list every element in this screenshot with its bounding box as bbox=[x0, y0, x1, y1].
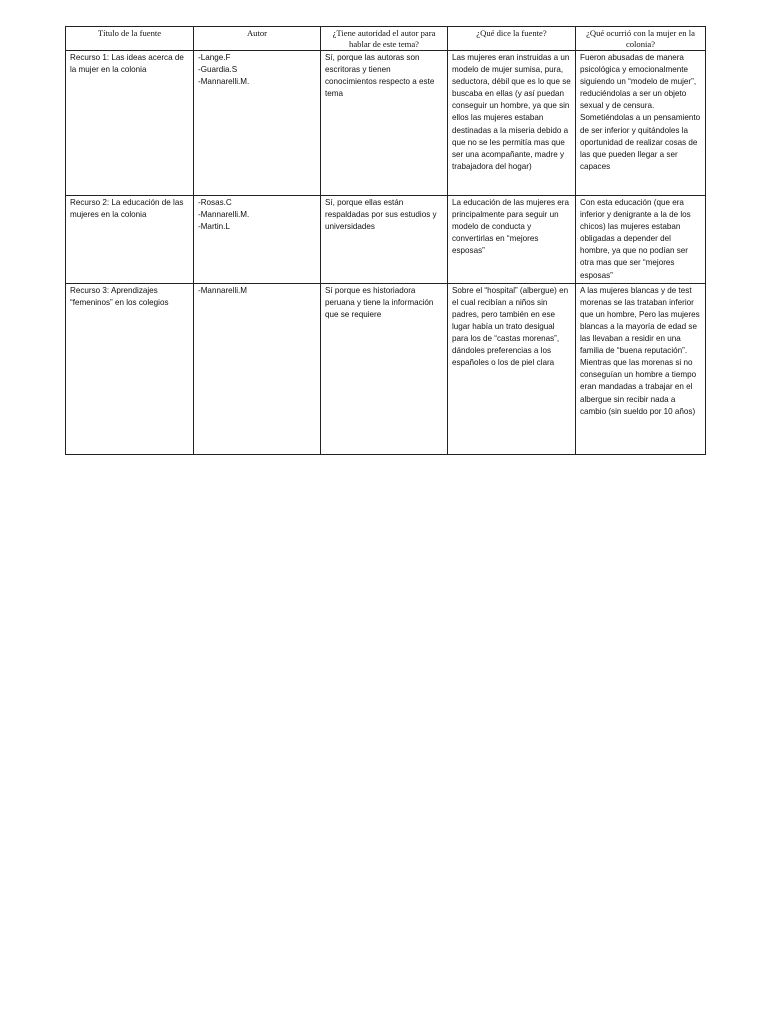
table-row bbox=[66, 51, 706, 196]
author-name: -Martin.L bbox=[198, 222, 230, 232]
header-authority: ¿Tiene autoridad el autor para hablar de este tema? bbox=[321, 27, 448, 51]
author-name: -Mannarelli.M. bbox=[198, 210, 250, 220]
table-header-row bbox=[66, 27, 706, 51]
cell-source-says: Las mujeres eran instruidas a un modelo de mujer sumisa, pura, seductora, débil que es lo que se buscaba en ellas (y así puedan conseguir un hombre, ya que sin ellos las mujeres estaban destinadas a la miseria debido a que no se les permitía mas que ser una acompañante, madre y trabajadora del hogar) bbox=[448, 51, 576, 196]
cell-source-says: La educación de las mujeres era principalmente para seguir un modelo de conducta y convertirlas en “mejores esposas” bbox=[448, 196, 576, 284]
header-source-says: ¿Qué dice la fuente? bbox=[448, 27, 576, 51]
cell-what-happened: Fueron abusadas de manera psicológica y emocionalmente siguiendo un “modelo de mujer”, reduciéndolas a ser un objeto sexual y de censura. Sometiéndolas a un pensamiento de ser inferior y quitándoles la oportunidad de realizar cosas de las que pueden llegar a ser capaces bbox=[576, 51, 706, 196]
header-author: Autor bbox=[194, 27, 321, 51]
author-name: -Guardia.S bbox=[198, 65, 238, 75]
cell-authors bbox=[194, 283, 321, 454]
cell-source-title: Recurso 3: Aprendizajes “femeninos” en los colegios bbox=[66, 283, 194, 454]
cell-source-title: Recurso 2: La educación de las mujeres en la colonia bbox=[66, 196, 194, 284]
header-what-happened: ¿Qué ocurrió con la mujer en la colonia? bbox=[576, 27, 706, 51]
cell-authority: Sí, porque ellas están respaldadas por sus estudios y universidades bbox=[321, 196, 448, 284]
header-source-title: Título de la fuente bbox=[66, 27, 194, 51]
author-name: -Lange.F bbox=[198, 53, 231, 62]
cell-source-title: Recurso 1: Las ideas acerca de la mujer en la colonia bbox=[66, 51, 194, 196]
cell-what-happened: Con esta educación (que era inferior y denigrante a la de los chicos) las mujeres estaban obligadas a depender del hombre, ya que no podían ser otra mas que ser “mejores esposas” bbox=[576, 196, 706, 284]
cell-authority: Sí porque es historiadora peruana y tiene la información que se requiere bbox=[321, 283, 448, 454]
cell-what-happened: A las mujeres blancas y de test morenas se las trataban inferior que un hombre, Pero las mujeres blancas a la mayoría de edad se las llevaban a residir en una familia de “buena reputación”. Mientras que las morenas si no conseguían un hombre a tiempo eran mandadas a trabajar en el albergue sin recibir nada a cambio (sin sueldo por 10 años) bbox=[576, 283, 706, 454]
table-row bbox=[66, 196, 706, 284]
author-name: -Rosas.C bbox=[198, 198, 232, 207]
author-name: -Mannarelli.M. bbox=[198, 77, 250, 87]
cell-authority: Sí, porque las autoras son escritoras y tienen conocimientos respecto a este tema bbox=[321, 51, 448, 196]
cell-source-says: Sobre el “hospital” (albergue) en el cual recibían a niños sin padres, pero también en ese lugar había un trato desigual para los de “castas morenas”, dándoles preferencias a los españoles o los de piel clara bbox=[448, 283, 576, 454]
cell-authors bbox=[194, 51, 321, 196]
sources-table bbox=[65, 26, 706, 455]
author-name: -Mannarelli.M bbox=[198, 285, 248, 295]
table-row bbox=[66, 283, 706, 454]
cell-authors bbox=[194, 196, 321, 284]
